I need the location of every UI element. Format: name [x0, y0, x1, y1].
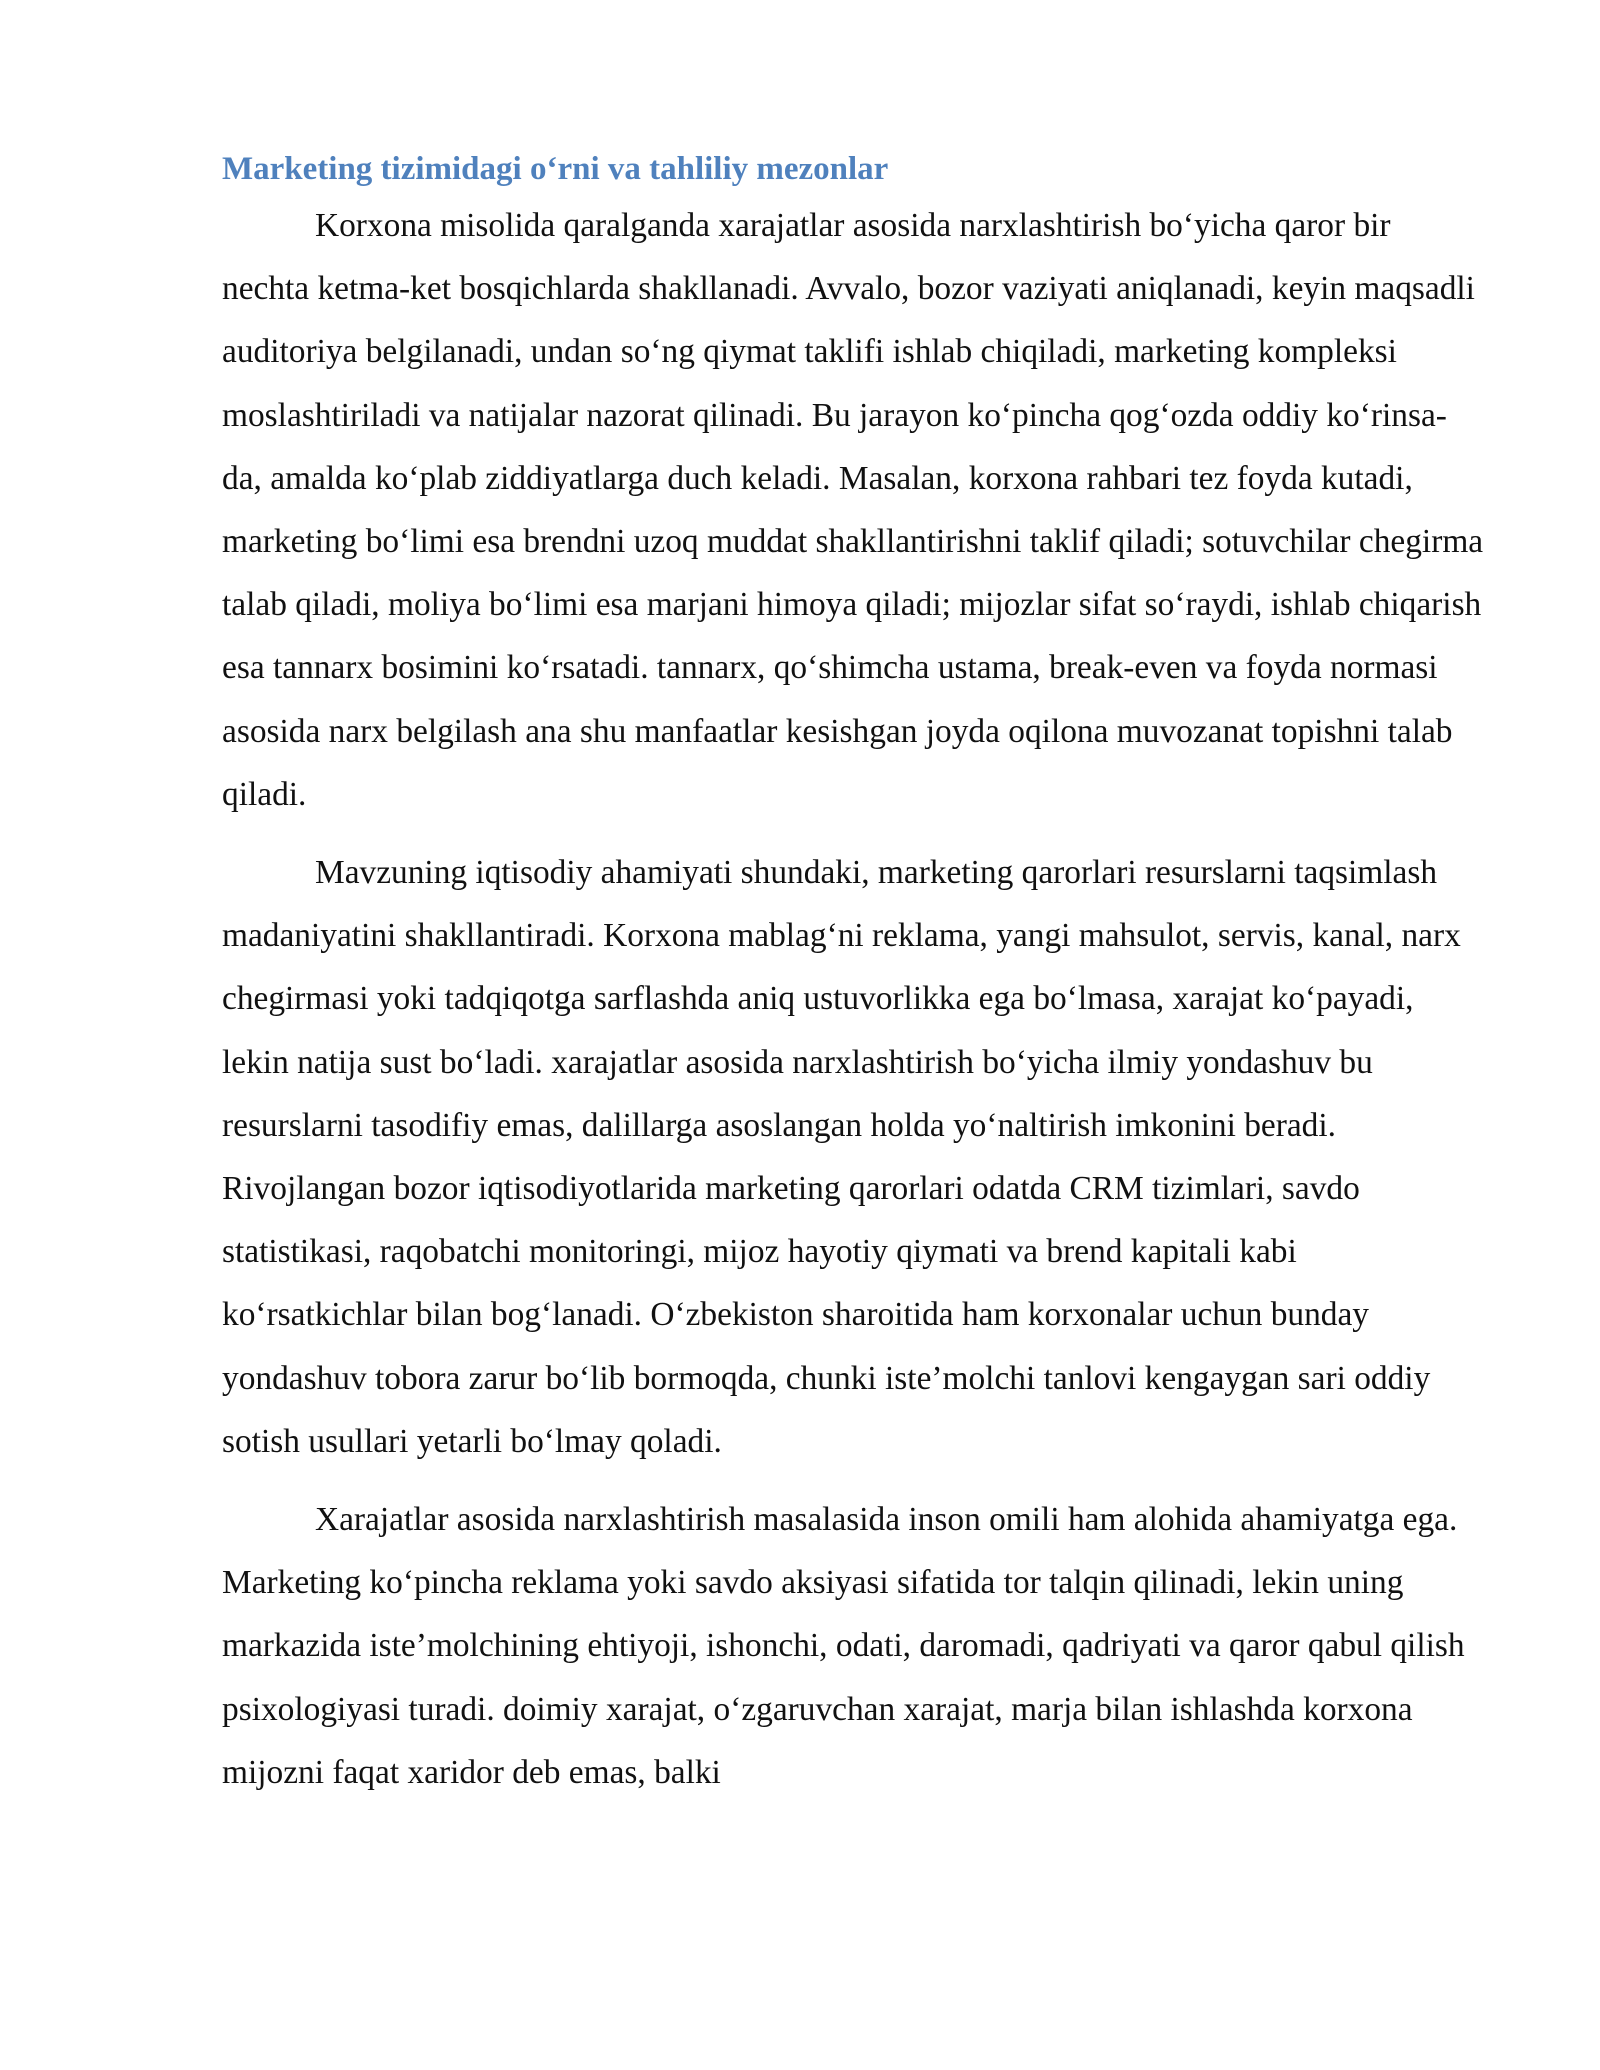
paragraph-1: Korxona misolida qaralganda xarajatlar asosida narxlashtirish bo‘yicha qaror bir nechta ketma-ket bosqichlarda shakllanadi. Avvalo, bozor vaziyati aniqlanadi, keyin maqsadli auditoriya belgilanadi, undan so‘ng qiymat taklifi ishlab chiqiladi, marketing kompleksi moslashtiriladi va natijalar nazorat qilinadi. Bu jarayon ko‘pincha qog‘ozda oddiy ko‘rinsa-da, amalda ko‘plab ziddiyatlarga duch keladi. Masalan, korxona rahbari tez foyda kutadi, marketing bo‘limi esa brendni uzoq muddat shakllantirishni taklif qiladi; sotuvchilar chegirma talab qiladi, moliya bo‘limi esa marjani himoya qiladi; mijozlar sifat so‘raydi, ishlab chiqarish esa tannarx bosimini ko‘rsatadi. tannarx, qo‘shimcha ustama, break-even va foyda normasi asosida narx belgilash ana shu manfaatlar kesishgan joyda oqilona muvozanat topishni talab qiladi.: [222, 207, 1484, 813]
paragraph-3: Xarajatlar asosida narxlashtirish masalasida inson omili ham alohida ahamiyatga ega. Marketing ko‘pincha reklama yoki savdo aksiyasi sifatida tor talqin qilinadi, lekin uning markazida iste’molchining ehtiyoji, ishonchi, odati, daromadi, qadriyati va qaror qabul qilish psixologiyasi turadi. doimiy xarajat, o‘zgaruvchan xarajat, marja bilan ishlashda korxona mijozni faqat xaridor deb emas, balki: [222, 1501, 1465, 1791]
document-body: [222, 144, 1484, 1804]
section-heading: Marketing tizimidagi o‘rni va tahliliy mezonlar: [222, 151, 889, 187]
paragraph-2: Mavzuning iqtisodiy ahamiyati shundaki, marketing qarorlari resurslarni taqsimlash madaniyatini shakllantiradi. Korxona mablag‘ni reklama, yangi mahsulot, servis, kanal, narx chegirmasi yoki tadqiqotga sarflashda aniq ustuvorlikka ega bo‘lmasa, xarajat ko‘payadi, lekin natija sust bo‘ladi. xarajatlar asosida narxlashtirish bo‘yicha ilmiy yondashuv bu resurslarni tasodifiy emas, dalillarga asoslangan holda yo‘naltirish imkonini beradi. Rivojlangan bozor iqtisodiyotlarida marketing qarorlari odatda CRM tizimlari, savdo statistikasi, raqobatchi monitoringi, mijoz hayotiy qiymati va brend kapitali kabi ko‘rsatkichlar bilan bog‘lanadi. O‘zbekiston sharoitida ham korxonalar uchun bunday yondashuv tobora zarur bo‘lib bormoqda, chunki iste’molchi tanlovi kengaygan sari oddiy sotish usullari yetarli bo‘lmay qoladi.: [222, 854, 1461, 1460]
